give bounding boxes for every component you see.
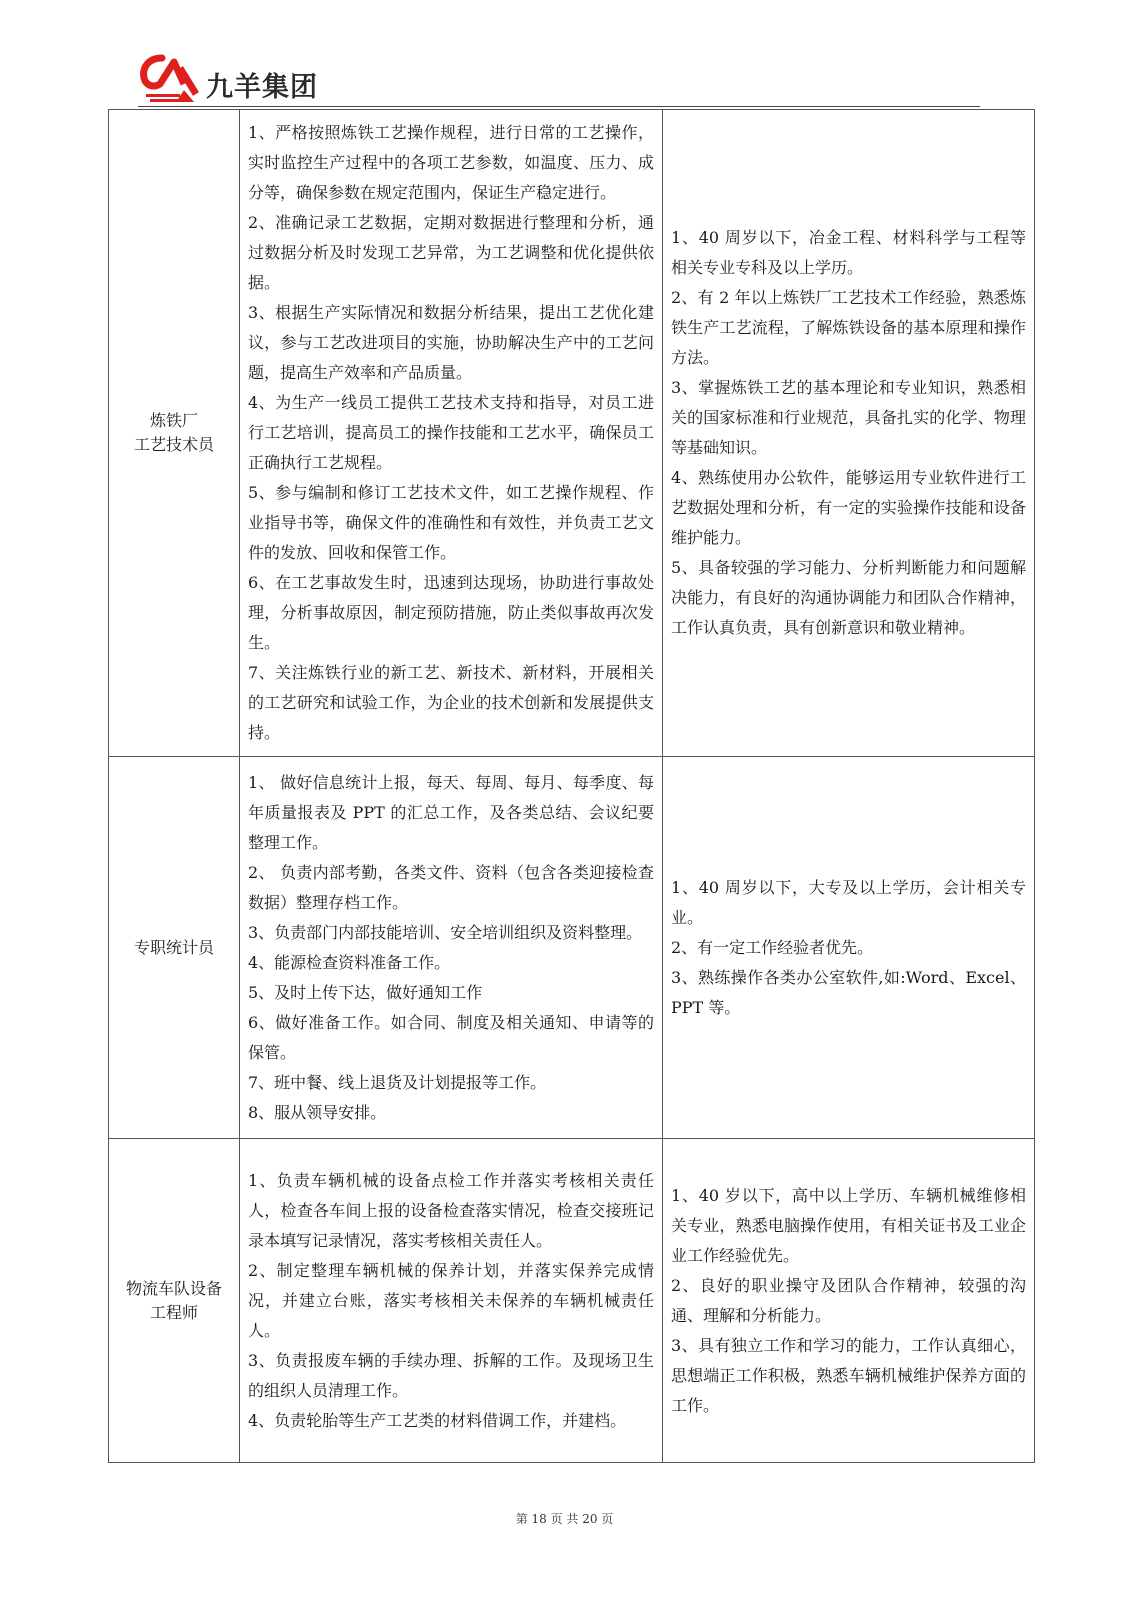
job-title-line: 专职统计员 (133, 937, 214, 957)
job-title-line: 工程师 (149, 1302, 198, 1322)
duty-item: 6、做好准备工作。如合同、制度及相关通知、申请等的保管。 (248, 1012, 654, 1062)
table-row (109, 110, 1035, 757)
duty-item: 5、及时上传下达，做好通知工作 (248, 982, 483, 1002)
requirement-item: 3、具有独立工作和学习的能力，工作认真细心，思想端正工作积极，熟悉车辆机械维护保养方面的工作。 (671, 1335, 1026, 1415)
requirement-item: 1、40 周岁以下，冶金工程、材料科学与工程等相关专业专科及以上学历。 (671, 228, 1026, 277)
page-header (140, 50, 980, 110)
duty-item: 4、能源检查资料准备工作。 (248, 952, 451, 972)
duty-item: 2、 负责内部考勤，各类文件、资料（包含各类迎接检查数据）整理存档工作。 (248, 862, 654, 912)
job-title-cell (109, 757, 240, 1139)
table-row (109, 757, 1035, 1139)
job-title-line: 工艺技术员 (133, 435, 214, 454)
duty-item: 1、 做好信息统计上报，每天、每周、每月、每季度、每年质量报表及 PPT 的汇总工作，及各类总结、会议纪要整理工作。 (248, 772, 654, 852)
requirement-item: 1、40 周岁以下，大专及以上学历，会计相关专业。 (671, 877, 1026, 927)
duty-item: 2、制定整理车辆机械的保养计划，并落实保养完成情况，并建立台账，落实考核相关未保养的车辆机械责任人。 (248, 1260, 654, 1340)
requirement-item: 3、掌握炼铁工艺的基本理论和专业知识，熟悉相关的国家标准和行业规范，具备扎实的化学、物理等基础知识。 (671, 378, 1026, 457)
requirement-item: 4、熟练使用办公软件，能够运用专业软件进行工艺数据处理和分析，有一定的实验操作技能和设备维护能力。 (671, 468, 1026, 547)
company-name: 九羊集团 (206, 72, 318, 103)
duty-item: 7、关注炼铁行业的新工艺、新技术、新材料，开展相关的工艺研究和试验工作，为企业的技术创新和发展提供支持。 (248, 663, 654, 742)
job-title-cell (109, 110, 240, 757)
duty-item: 4、负责轮胎等生产工艺类的材料借调工作，并建档。 (248, 1410, 627, 1430)
requirement-item: 2、有一定工作经验者优先。 (671, 937, 874, 957)
job-requirements-cell (663, 110, 1035, 757)
job-title-cell (109, 1139, 240, 1463)
job-duties-cell (240, 1139, 663, 1463)
duty-item: 5、参与编制和修订工艺技术文件，如工艺操作规程、作业指导书等，确保文件的准确性和有效性，并负责工艺文件的发放、回收和保管工作。 (248, 483, 654, 562)
requirement-item: 5、具备较强的学习能力、分析判断能力和问题解决能力，有良好的沟通协调能力和团队合作精神，工作认真负责，具有创新意识和敬业精神。 (671, 558, 1026, 637)
duty-item: 1、负责车辆机械的设备点检工作并落实考核相关责任人，检查各车间上报的设备检查落实情况，检查交接班记录本填写记录情况，落实考核相关责任人。 (248, 1170, 654, 1250)
duty-item: 3、负责部门内部技能培训、安全培训组织及资料整理。 (248, 922, 643, 942)
job-title-line: 物流车队设备 (125, 1278, 222, 1298)
company-logo-icon (140, 54, 202, 106)
job-requirements-cell (663, 1139, 1035, 1463)
page-number: 第 18 页 共 20 页 (515, 1512, 614, 1526)
table-row (109, 1139, 1035, 1463)
duty-item: 6、在工艺事故发生时，迅速到达现场，协助进行事故处理，分析事故原因，制定预防措施，防止类似事故再次发生。 (248, 573, 654, 652)
requirement-item: 3、熟练操作各类办公室软件,如:Word、Excel、PPT 等。 (671, 967, 1026, 1017)
job-requirements-cell (663, 757, 1035, 1139)
requirement-item: 2、有 2 年以上炼铁厂工艺技术工作经验，熟悉炼铁生产工艺流程，了解炼铁设备的基本原理和操作方法。 (671, 288, 1026, 367)
duty-item: 1、严格按照炼铁工艺操作规程，进行日常的工艺操作，实时监控生产过程中的各项工艺参数，如温度、压力、成分等，确保参数在规定范围内，保证生产稳定进行。 (248, 123, 654, 202)
job-title-line: 炼铁厂 (149, 411, 198, 430)
duty-item: 7、班中餐、线上退货及计划提报等工作。 (248, 1072, 547, 1092)
job-duties-cell (240, 110, 663, 757)
duty-item: 3、根据生产实际情况和数据分析结果，提出工艺优化建议，参与工艺改进项目的实施，协助解决生产中的工艺问题，提高生产效率和产品质量。 (248, 303, 654, 382)
duty-item: 2、准确记录工艺数据，定期对数据进行整理和分析，通过数据分析及时发现工艺异常，为工艺调整和优化提供依据。 (248, 213, 654, 292)
job-duties-cell (240, 757, 663, 1139)
job-table (108, 109, 1035, 1463)
duty-item: 4、为生产一线员工提供工艺技术支持和指导，对员工进行工艺培训，提高员工的操作技能和工艺水平，确保员工正确执行工艺规程。 (248, 393, 654, 472)
header-rule (138, 106, 980, 107)
requirement-item: 1、40 岁以下，高中以上学历、车辆机械维修相关专业，熟悉电脑操作使用，有相关证书及工业企业工作经验优先。 (671, 1185, 1026, 1265)
duty-item: 8、服从领导安排。 (248, 1102, 387, 1122)
requirement-item: 2、良好的职业操守及团队合作精神，较强的沟通、理解和分析能力。 (671, 1275, 1026, 1325)
duty-item: 3、负责报废车辆的手续办理、拆解的工作。及现场卫生的组织人员清理工作。 (248, 1350, 654, 1400)
